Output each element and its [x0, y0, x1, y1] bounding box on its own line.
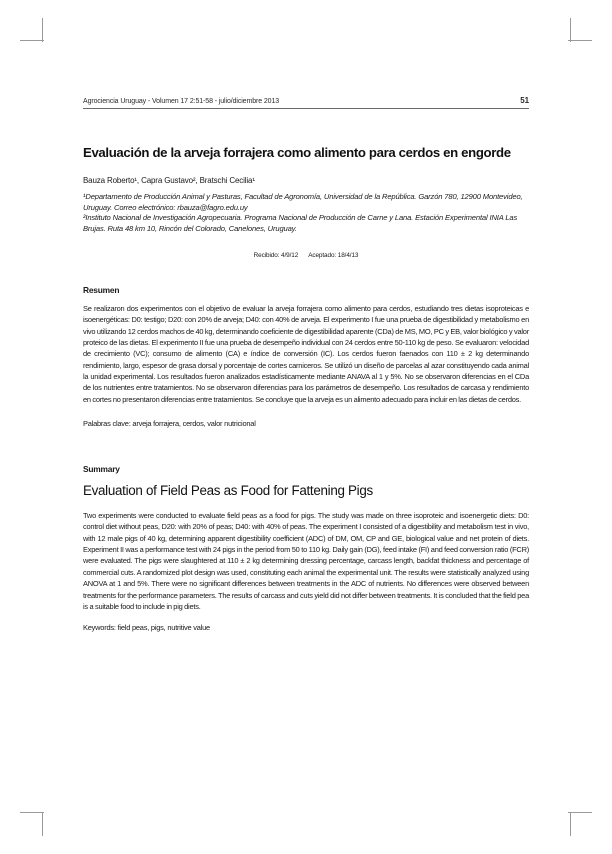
affiliation-1: ¹Departamento de Producción Animal y Pasturas, Facultad de Agronomía, Universidad de la República. Garzón 780, 12900 Montevideo, Uruguay. Correo electrónico: rbauza@fagro.edu.uy	[83, 192, 523, 212]
affiliation-2: ²Instituto Nacional de Investigación Agropecuaria. Programa Nacional de Producción de Carne y Lana. Estación Experimental INIA Las Brujas. Ruta 48 km 10, Rincón del Colorado, Canelones, Uruguay.	[83, 213, 518, 233]
keywords: Keywords: field peas, pigs, nutritive value	[83, 623, 210, 633]
crop-mark	[568, 40, 592, 41]
title-spanish: Evaluación de la arveja forrajera como alimento para cerdos en engorde	[83, 145, 511, 160]
accepted-date: Aceptado: 18/4/13	[308, 252, 359, 259]
crop-mark	[42, 18, 43, 42]
dates	[83, 252, 529, 259]
crop-mark	[570, 18, 571, 42]
crop-mark	[20, 812, 44, 813]
crop-mark	[570, 812, 571, 836]
resumen-text: Se realizaron dos experimentos con el objetivo de evaluar la arveja forrajera como alimento para cerdos, estudiando tres dietas isoproteicas e isoenergéticas: D0: testigo; D20: con 20% de arveja; D40: con 40% de arveja. El experimento I fue una prueba de digestibilidad y metabolismo en vivo utilizando 12 cerdos machos de 40 kg, determinando coeficiente de digestibilidad aparente (CDa) de MS, MO, PC y EB, valor biológico y valor proteico de las dietas. El experimento II fue una prueba de desempeño individual con 24 cerdos entre 50-110 kg de peso. Se evaluaron: velocidad de crecimiento (VC); consumo de alimento (CA) e índice de conversión (IC). Los cerdos fueron faenados con 110 ± 2 kg determinando rendimiento, largo, espesor de grasa dorsal y porcentaje de cortes carniceros. Se utilizó un diseño de parcelas al azar constituyendo cada animal la unidad experimental. Los resultados fueron analizados estadísticamente mediante ANAVA al 1 y 5%. No se observaron diferencias en el CDa de los nutrientes entre tratamientos. No se observaron diferencias para los parámetros de desempeño. Los resultados de carcasa y rendimiento en cortes no presentaron diferencias entre tratamientos. Se concluye que la arveja es un alimento adecuado para incluir en las dietas de cerdos.	[83, 304, 529, 404]
crop-mark	[42, 812, 43, 836]
journal-citation: Agrociencia Uruguay - Volumen 17 2:51-58 - julio/diciembre 2013	[83, 98, 280, 105]
running-header	[83, 96, 529, 109]
paper-page	[83, 96, 529, 632]
palabras-clave: Palabras clave: arveja forrajera, cerdos, valor nutricional	[83, 419, 256, 429]
summary-text: Two experiments were conducted to evaluate field peas as a food for pigs. The study was made on three isoproteic and isoenergetic diets: D0: control diet without peas, D20: with 20% of peas; D40: with 40% of peas. The experiment I consisted of a digestibility and metabolism test in vivo, with 12 male pigs of 40 kg, determining apparent digestibility coefficient (ADC) of DM, OM, CP and GE, biological value and net protein of diets. Experiment II was a performance test with 24 pigs in the period from 50 to 110 kg. Daily gain (DG), feed intake (FI) and feed conversion ratio (FCR) were evaluated. The pigs were slaughtered at 110 ± 2 kg determining dressing percentage, carcass length, backfat thickness and percentage of commercial cuts. A randomized plot design was used, constituting each animal the experimental unit. The results were statistically analyzed using ANOVA at 1 and 5%. There were no significant differences between treatments in the ADC of nutrients. No differences were observed between treatments for the performance parameters. The results of carcass and cuts yield did not differ between treatments. It is concluded that the field pea is a suitable food to include in pig diets.	[83, 511, 529, 611]
title-english: Evaluation of Field Peas as Food for Fattening Pigs	[83, 483, 373, 499]
affiliations	[83, 192, 529, 234]
resumen-heading: Resumen	[83, 285, 120, 295]
crop-mark	[568, 812, 592, 813]
crop-mark	[20, 40, 44, 41]
authors: Bauza Roberto¹, Capra Gustavo², Bratschi Cecilia¹	[83, 176, 255, 185]
received-date: Recibido: 4/9/12	[253, 252, 299, 259]
page-number: 51	[520, 96, 529, 105]
summary-heading: Summary	[83, 464, 120, 475]
